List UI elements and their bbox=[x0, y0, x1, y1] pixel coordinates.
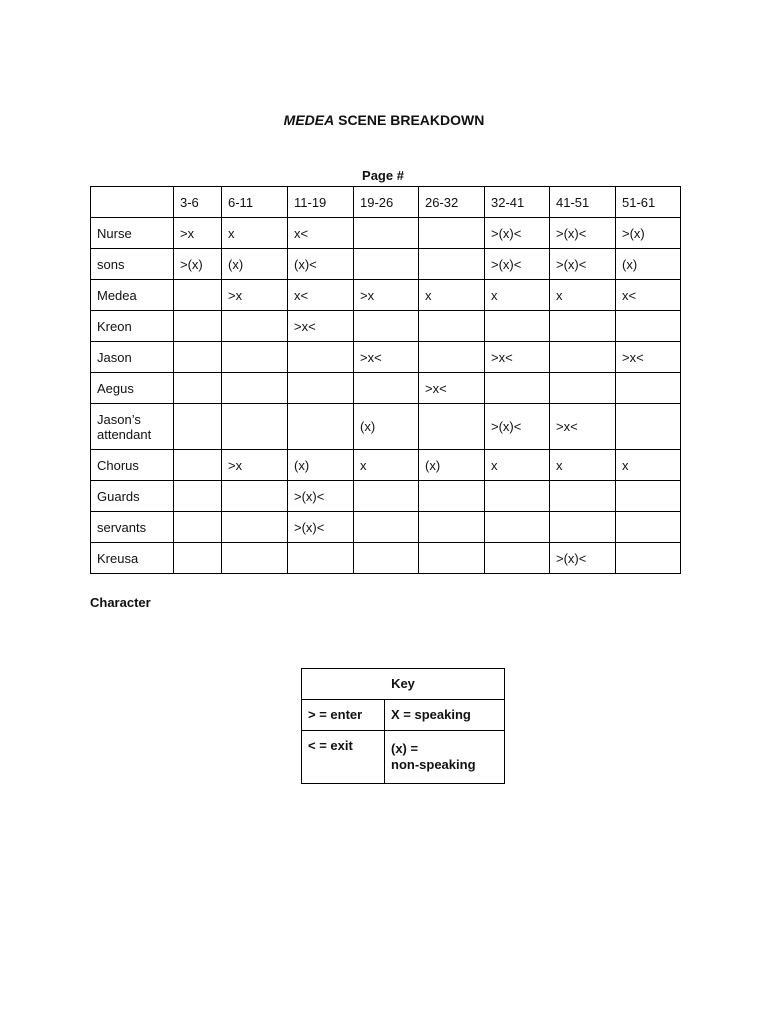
table-row bbox=[91, 218, 681, 249]
table-cell bbox=[485, 481, 550, 512]
table-cell bbox=[550, 481, 616, 512]
character-name-cell bbox=[91, 404, 174, 450]
key-speaking: X = speaking bbox=[385, 700, 505, 731]
table-cell: >(x)< bbox=[485, 218, 550, 249]
table-cell bbox=[419, 249, 485, 280]
table-cell bbox=[354, 543, 419, 574]
table-cell: >(x) bbox=[174, 249, 222, 280]
table-cell bbox=[550, 373, 616, 404]
table-cell bbox=[354, 481, 419, 512]
character-name-cell: Kreusa bbox=[91, 543, 174, 574]
table-row bbox=[91, 543, 681, 574]
table-row bbox=[91, 404, 681, 450]
table-cell bbox=[174, 543, 222, 574]
table-cell bbox=[222, 512, 288, 543]
table-cell bbox=[288, 342, 354, 373]
table-cell: x< bbox=[288, 218, 354, 249]
table-cell: x bbox=[550, 450, 616, 481]
key-header-row bbox=[302, 669, 505, 700]
column-header: 19-26 bbox=[354, 187, 419, 218]
table-cell: (x) bbox=[222, 249, 288, 280]
table-cell bbox=[485, 512, 550, 543]
character-name-line: Jason’s bbox=[97, 411, 141, 427]
table-cell: >(x)< bbox=[485, 249, 550, 280]
table-cell: >(x)< bbox=[288, 512, 354, 543]
table-cell: >x< bbox=[616, 342, 681, 373]
character-name-cell: Chorus bbox=[91, 450, 174, 481]
table-row bbox=[91, 481, 681, 512]
table-cell bbox=[174, 342, 222, 373]
table-cell bbox=[616, 373, 681, 404]
table-cell: >(x)< bbox=[550, 543, 616, 574]
document-title bbox=[0, 112, 768, 128]
table-cell bbox=[550, 311, 616, 342]
table-cell bbox=[550, 342, 616, 373]
table-cell bbox=[174, 373, 222, 404]
table-row bbox=[91, 280, 681, 311]
table-cell: >x< bbox=[550, 404, 616, 450]
character-name-cell: Aegus bbox=[91, 373, 174, 404]
key-enter: > = enter bbox=[302, 700, 385, 731]
table-cell bbox=[288, 543, 354, 574]
table-row bbox=[91, 450, 681, 481]
table-cell bbox=[354, 373, 419, 404]
column-header: 41-51 bbox=[550, 187, 616, 218]
table-cell bbox=[354, 311, 419, 342]
table-cell: >(x)< bbox=[550, 249, 616, 280]
character-name-cell: sons bbox=[91, 249, 174, 280]
column-header: 32-41 bbox=[485, 187, 550, 218]
table-cell bbox=[354, 512, 419, 543]
title-play-name: MEDEA bbox=[283, 112, 335, 128]
title-rest: SCENE BREAKDOWN bbox=[334, 112, 485, 128]
table-cell bbox=[419, 512, 485, 543]
table-cell bbox=[288, 373, 354, 404]
table-cell bbox=[354, 218, 419, 249]
key-exit: < = exit bbox=[302, 731, 385, 784]
table-cell bbox=[174, 311, 222, 342]
table-cell: x bbox=[485, 280, 550, 311]
table-cell bbox=[222, 373, 288, 404]
table-cell: x bbox=[485, 450, 550, 481]
table-cell bbox=[222, 543, 288, 574]
table-row bbox=[91, 249, 681, 280]
character-name-line: attendant bbox=[97, 426, 152, 442]
table-cell: >x< bbox=[354, 342, 419, 373]
table-cell bbox=[550, 512, 616, 543]
character-name-cell: Nurse bbox=[91, 218, 174, 249]
table-cell: x bbox=[616, 450, 681, 481]
table-cell bbox=[174, 512, 222, 543]
table-cell bbox=[222, 404, 288, 450]
character-name-cell: Jason bbox=[91, 342, 174, 373]
column-header: 6-11 bbox=[222, 187, 288, 218]
table-cell bbox=[288, 404, 354, 450]
column-header: 51-61 bbox=[616, 187, 681, 218]
table-cell bbox=[419, 311, 485, 342]
table-cell bbox=[616, 311, 681, 342]
key-heading: Key bbox=[302, 669, 505, 700]
table-cell: >x bbox=[174, 218, 222, 249]
table-cell: x bbox=[354, 450, 419, 481]
table-cell bbox=[174, 481, 222, 512]
key-nonspeaking bbox=[385, 731, 505, 784]
table-cell: x< bbox=[288, 280, 354, 311]
table-cell bbox=[222, 311, 288, 342]
character-name-cell: Guards bbox=[91, 481, 174, 512]
table-cell bbox=[222, 342, 288, 373]
column-header: 11-19 bbox=[288, 187, 354, 218]
table-cell: >x bbox=[222, 280, 288, 311]
table-cell bbox=[616, 481, 681, 512]
key-nonspeaking-line: (x) = bbox=[391, 741, 419, 756]
table-row bbox=[91, 311, 681, 342]
character-axis-label: Character bbox=[90, 595, 151, 610]
table-header-row bbox=[91, 187, 681, 218]
table-cell: (x)< bbox=[288, 249, 354, 280]
page-number-label: Page # bbox=[362, 168, 404, 183]
table-cell bbox=[419, 218, 485, 249]
table-cell bbox=[419, 342, 485, 373]
table-cell bbox=[419, 481, 485, 512]
table-cell bbox=[419, 404, 485, 450]
table-cell: >x< bbox=[419, 373, 485, 404]
table-cell bbox=[354, 249, 419, 280]
key-table bbox=[301, 668, 505, 784]
character-name-cell: servants bbox=[91, 512, 174, 543]
table-cell bbox=[174, 404, 222, 450]
character-name-cell: Medea bbox=[91, 280, 174, 311]
key-row bbox=[302, 700, 505, 731]
table-cell: (x) bbox=[288, 450, 354, 481]
table-cell bbox=[485, 311, 550, 342]
table-cell: >(x) bbox=[616, 218, 681, 249]
table-cell: x bbox=[419, 280, 485, 311]
table-row bbox=[91, 373, 681, 404]
column-header: 26-32 bbox=[419, 187, 485, 218]
key-nonspeaking-line: non-speaking bbox=[391, 757, 476, 772]
table-cell bbox=[419, 543, 485, 574]
table-cell: >(x)< bbox=[288, 481, 354, 512]
header-corner-cell bbox=[91, 187, 174, 218]
table-cell bbox=[616, 404, 681, 450]
table-cell: x bbox=[222, 218, 288, 249]
table-cell: (x) bbox=[419, 450, 485, 481]
column-header: 3-6 bbox=[174, 187, 222, 218]
table-cell bbox=[222, 481, 288, 512]
character-name-cell: Kreon bbox=[91, 311, 174, 342]
table-cell bbox=[485, 373, 550, 404]
table-cell: (x) bbox=[616, 249, 681, 280]
table-cell bbox=[485, 543, 550, 574]
table-cell bbox=[174, 450, 222, 481]
table-cell: >x< bbox=[288, 311, 354, 342]
table-cell: >x< bbox=[485, 342, 550, 373]
table-cell: >(x)< bbox=[550, 218, 616, 249]
key-row bbox=[302, 731, 505, 784]
table-row bbox=[91, 342, 681, 373]
table-cell: >x bbox=[354, 280, 419, 311]
table-cell bbox=[616, 512, 681, 543]
scene-breakdown-table bbox=[90, 186, 681, 574]
table-cell: (x) bbox=[354, 404, 419, 450]
table-cell: x bbox=[550, 280, 616, 311]
table-cell: >x bbox=[222, 450, 288, 481]
table-cell: x< bbox=[616, 280, 681, 311]
table-cell bbox=[616, 543, 681, 574]
table-cell bbox=[174, 280, 222, 311]
table-row bbox=[91, 512, 681, 543]
table-cell: >(x)< bbox=[485, 404, 550, 450]
